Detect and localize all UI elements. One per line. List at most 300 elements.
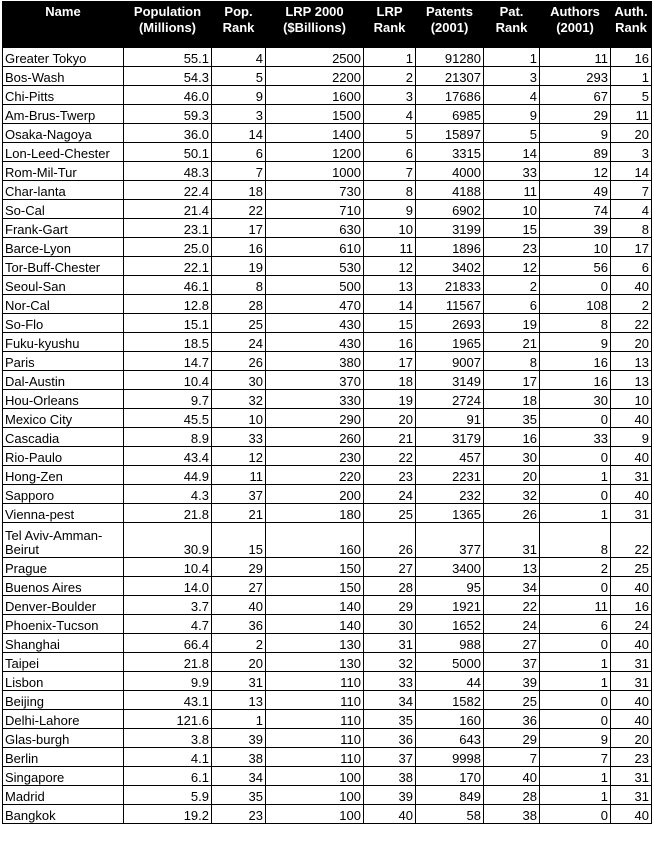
table-cell-authors: 9 xyxy=(540,333,611,352)
table-cell-patents: 2231 xyxy=(416,466,484,485)
table-cell-population: 12.8 xyxy=(124,295,212,314)
column-header-lrp-line: ($Billions) xyxy=(283,20,346,35)
table-cell-auth-rank: 40 xyxy=(611,409,652,428)
table-cell-pop-rank: 37 xyxy=(212,485,266,504)
table-row xyxy=(3,805,652,824)
table-cell-name: Bos-Wash xyxy=(3,67,124,86)
table-cell-auth-rank: 11 xyxy=(611,105,652,124)
table-cell-auth-rank: 40 xyxy=(611,447,652,466)
table-cell-name: Bangkok xyxy=(3,805,124,824)
table-cell-name: Madrid xyxy=(3,786,124,805)
column-header-population-line: (Millions) xyxy=(138,20,197,35)
table-cell-name: Hong-Zen xyxy=(3,466,124,485)
table-row xyxy=(3,314,652,333)
table-cell-patents: 2724 xyxy=(416,390,484,409)
table-cell-pop-rank: 7 xyxy=(212,162,266,181)
table-cell-name: Delhi-Lahore xyxy=(3,710,124,729)
table-cell-authors: 8 xyxy=(540,523,611,558)
table-cell-pop-rank: 19 xyxy=(212,257,266,276)
table-cell-pat-rank: 39 xyxy=(484,672,540,691)
table-cell-authors: 30 xyxy=(540,390,611,409)
table-cell-authors: 0 xyxy=(540,409,611,428)
table-cell-lrp-rank: 9 xyxy=(364,200,416,219)
table-cell-authors: 1 xyxy=(540,466,611,485)
table-cell-lrp: 130 xyxy=(266,653,364,672)
table-cell-lrp-rank: 12 xyxy=(364,257,416,276)
table-cell-lrp: 180 xyxy=(266,504,364,523)
table-cell-patents: 6985 xyxy=(416,105,484,124)
table-cell-lrp: 100 xyxy=(266,786,364,805)
table-cell-pat-rank: 23 xyxy=(484,238,540,257)
table-row xyxy=(3,504,652,523)
table-row xyxy=(3,238,652,257)
table-cell-population: 55.1 xyxy=(124,48,212,67)
table-cell-pop-rank: 1 xyxy=(212,710,266,729)
table-row xyxy=(3,295,652,314)
table-row xyxy=(3,352,652,371)
table-cell-pop-rank: 14 xyxy=(212,124,266,143)
column-header-population xyxy=(124,2,212,48)
column-header-lrp-line: LRP 2000 xyxy=(285,4,344,19)
table-cell-population: 54.3 xyxy=(124,67,212,86)
table-row xyxy=(3,729,652,748)
table-cell-pat-rank: 31 xyxy=(484,523,540,558)
table-cell-authors: 8 xyxy=(540,314,611,333)
table-cell-auth-rank: 6 xyxy=(611,257,652,276)
table-cell-name: Tel Aviv-Amman-Beirut xyxy=(3,523,124,558)
table-cell-authors: 2 xyxy=(540,558,611,577)
table-cell-population: 43.4 xyxy=(124,447,212,466)
table-cell-pat-rank: 27 xyxy=(484,634,540,653)
table-cell-authors: 1 xyxy=(540,767,611,786)
column-header-lrp-rank xyxy=(364,2,416,48)
table-cell-pat-rank: 3 xyxy=(484,67,540,86)
column-header-authors-line: Authors xyxy=(550,4,600,19)
table-cell-lrp: 110 xyxy=(266,729,364,748)
column-header-lrp-rank-line: Rank xyxy=(373,20,406,35)
table-cell-patents: 1365 xyxy=(416,504,484,523)
table-cell-authors: 9 xyxy=(540,729,611,748)
table-cell-population: 21.4 xyxy=(124,200,212,219)
table-cell-lrp: 140 xyxy=(266,596,364,615)
table-cell-pop-rank: 22 xyxy=(212,200,266,219)
table-cell-auth-rank: 25 xyxy=(611,558,652,577)
table-cell-lrp-rank: 36 xyxy=(364,729,416,748)
table-cell-lrp-rank: 6 xyxy=(364,143,416,162)
table-cell-lrp-rank: 18 xyxy=(364,371,416,390)
table-cell-patents: 457 xyxy=(416,447,484,466)
table-cell-auth-rank: 40 xyxy=(611,485,652,504)
table-cell-pop-rank: 25 xyxy=(212,314,266,333)
table-cell-authors: 29 xyxy=(540,105,611,124)
table-cell-lrp-rank: 26 xyxy=(364,523,416,558)
table-cell-population: 50.1 xyxy=(124,143,212,162)
table-cell-authors: 293 xyxy=(540,67,611,86)
table-row xyxy=(3,596,652,615)
table-cell-authors: 108 xyxy=(540,295,611,314)
table-cell-population: 36.0 xyxy=(124,124,212,143)
column-header-pat-rank-line: Rank xyxy=(495,20,528,35)
table-row xyxy=(3,447,652,466)
table-cell-lrp: 110 xyxy=(266,691,364,710)
table-cell-population: 14.0 xyxy=(124,577,212,596)
table-cell-patents: 1965 xyxy=(416,333,484,352)
table-cell-pat-rank: 10 xyxy=(484,200,540,219)
table-cell-pop-rank: 38 xyxy=(212,748,266,767)
table-row xyxy=(3,86,652,105)
table-cell-authors: 67 xyxy=(540,86,611,105)
table-cell-auth-rank: 1 xyxy=(611,67,652,86)
table-cell-name: Seoul-San xyxy=(3,276,124,295)
table-row xyxy=(3,691,652,710)
table-cell-lrp: 370 xyxy=(266,371,364,390)
table-cell-authors: 1 xyxy=(540,504,611,523)
table-cell-pat-rank: 36 xyxy=(484,710,540,729)
table-cell-lrp: 150 xyxy=(266,558,364,577)
column-header-pop-rank xyxy=(212,2,266,48)
table-cell-pop-rank: 16 xyxy=(212,238,266,257)
table-cell-population: 22.1 xyxy=(124,257,212,276)
column-header-pat-rank-line: Pat. xyxy=(499,4,524,19)
table-cell-pat-rank: 12 xyxy=(484,257,540,276)
table-row xyxy=(3,672,652,691)
table-cell-pat-rank: 40 xyxy=(484,767,540,786)
table-cell-population: 46.1 xyxy=(124,276,212,295)
table-cell-pat-rank: 22 xyxy=(484,596,540,615)
table-cell-auth-rank: 24 xyxy=(611,615,652,634)
table-cell-pat-rank: 28 xyxy=(484,786,540,805)
table-cell-lrp: 380 xyxy=(266,352,364,371)
table-cell-lrp: 1400 xyxy=(266,124,364,143)
table-row xyxy=(3,634,652,653)
table-cell-population: 10.4 xyxy=(124,558,212,577)
table-cell-population: 25.0 xyxy=(124,238,212,257)
table-cell-authors: 89 xyxy=(540,143,611,162)
table-cell-lrp-rank: 15 xyxy=(364,314,416,333)
table-cell-lrp-rank: 1 xyxy=(364,48,416,67)
table-cell-pop-rank: 28 xyxy=(212,295,266,314)
table-cell-name: Am-Brus-Twerp xyxy=(3,105,124,124)
table-cell-lrp: 110 xyxy=(266,710,364,729)
table-cell-lrp-rank: 7 xyxy=(364,162,416,181)
table-cell-authors: 0 xyxy=(540,634,611,653)
table-cell-lrp: 330 xyxy=(266,390,364,409)
table-row xyxy=(3,523,652,558)
table-cell-patents: 3149 xyxy=(416,371,484,390)
table-cell-population: 43.1 xyxy=(124,691,212,710)
table-cell-lrp: 1500 xyxy=(266,105,364,124)
table-cell-lrp: 110 xyxy=(266,748,364,767)
table-cell-lrp-rank: 40 xyxy=(364,805,416,824)
table-cell-auth-rank: 22 xyxy=(611,523,652,558)
table-row xyxy=(3,200,652,219)
table-cell-pat-rank: 17 xyxy=(484,371,540,390)
table-cell-population: 45.5 xyxy=(124,409,212,428)
table-cell-authors: 74 xyxy=(540,200,611,219)
table-cell-population: 19.2 xyxy=(124,805,212,824)
table-cell-authors: 7 xyxy=(540,748,611,767)
column-header-population-line: Population xyxy=(133,4,202,19)
table-cell-lrp-rank: 8 xyxy=(364,181,416,200)
table-cell-name: Rom-Mil-Tur xyxy=(3,162,124,181)
table-cell-name: Osaka-Nagoya xyxy=(3,124,124,143)
table-cell-authors: 0 xyxy=(540,447,611,466)
table-cell-lrp-rank: 38 xyxy=(364,767,416,786)
table-cell-name: So-Cal xyxy=(3,200,124,219)
table-cell-pat-rank: 4 xyxy=(484,86,540,105)
table-cell-pop-rank: 21 xyxy=(212,504,266,523)
table-cell-authors: 0 xyxy=(540,485,611,504)
table-cell-name: Rio-Paulo xyxy=(3,447,124,466)
table-cell-lrp: 200 xyxy=(266,485,364,504)
table-cell-patents: 1652 xyxy=(416,615,484,634)
table-cell-name: Mexico City xyxy=(3,409,124,428)
table-cell-population: 66.4 xyxy=(124,634,212,653)
table-cell-auth-rank: 31 xyxy=(611,653,652,672)
table-cell-name: Berlin xyxy=(3,748,124,767)
table-cell-patents: 5000 xyxy=(416,653,484,672)
table-cell-auth-rank: 20 xyxy=(611,124,652,143)
table-cell-population: 3.8 xyxy=(124,729,212,748)
table-cell-lrp: 100 xyxy=(266,767,364,786)
table-cell-lrp: 100 xyxy=(266,805,364,824)
table-cell-patents: 15897 xyxy=(416,124,484,143)
table-cell-name: Frank-Gart xyxy=(3,219,124,238)
table-cell-auth-rank: 9 xyxy=(611,428,652,447)
table-cell-lrp-rank: 34 xyxy=(364,691,416,710)
table-cell-pat-rank: 16 xyxy=(484,428,540,447)
table-cell-lrp-rank: 31 xyxy=(364,634,416,653)
table-cell-lrp: 260 xyxy=(266,428,364,447)
table-cell-lrp-rank: 19 xyxy=(364,390,416,409)
table-cell-lrp: 1600 xyxy=(266,86,364,105)
table-header xyxy=(3,2,652,48)
table-cell-patents: 17686 xyxy=(416,86,484,105)
table-cell-population: 15.1 xyxy=(124,314,212,333)
table-cell-patents: 1582 xyxy=(416,691,484,710)
table-cell-pat-rank: 20 xyxy=(484,466,540,485)
table-row xyxy=(3,577,652,596)
table-cell-authors: 33 xyxy=(540,428,611,447)
table-cell-auth-rank: 31 xyxy=(611,504,652,523)
table-cell-lrp: 1200 xyxy=(266,143,364,162)
column-header-authors xyxy=(540,2,611,48)
table-cell-pat-rank: 34 xyxy=(484,577,540,596)
table-row xyxy=(3,219,652,238)
table-row xyxy=(3,748,652,767)
mega-region-table xyxy=(2,1,652,824)
table-cell-patents: 377 xyxy=(416,523,484,558)
table-cell-lrp: 160 xyxy=(266,523,364,558)
table-cell-pat-rank: 5 xyxy=(484,124,540,143)
table-cell-pat-rank: 24 xyxy=(484,615,540,634)
column-header-pop-rank-line: Rank xyxy=(222,20,255,35)
table-cell-population: 10.4 xyxy=(124,371,212,390)
table-cell-patents: 11567 xyxy=(416,295,484,314)
table-cell-name: Char-lanta xyxy=(3,181,124,200)
table-cell-population: 21.8 xyxy=(124,653,212,672)
table-cell-patents: 1921 xyxy=(416,596,484,615)
table-row xyxy=(3,466,652,485)
table-cell-lrp: 500 xyxy=(266,276,364,295)
table-cell-name: Nor-Cal xyxy=(3,295,124,314)
table-cell-pat-rank: 14 xyxy=(484,143,540,162)
table-cell-name: Buenos Aires xyxy=(3,577,124,596)
table-cell-population: 6.1 xyxy=(124,767,212,786)
table-row xyxy=(3,710,652,729)
table-cell-pat-rank: 9 xyxy=(484,105,540,124)
table-cell-pat-rank: 15 xyxy=(484,219,540,238)
table-cell-auth-rank: 40 xyxy=(611,276,652,295)
table-cell-lrp: 140 xyxy=(266,615,364,634)
table-cell-population: 9.7 xyxy=(124,390,212,409)
table-cell-lrp-rank: 13 xyxy=(364,276,416,295)
table-cell-patents: 91280 xyxy=(416,48,484,67)
table-cell-patents: 3400 xyxy=(416,558,484,577)
table-cell-patents: 643 xyxy=(416,729,484,748)
table-cell-authors: 0 xyxy=(540,691,611,710)
table-cell-lrp: 430 xyxy=(266,314,364,333)
table-cell-authors: 1 xyxy=(540,786,611,805)
table-cell-auth-rank: 23 xyxy=(611,748,652,767)
table-cell-pat-rank: 21 xyxy=(484,333,540,352)
table-cell-lrp: 430 xyxy=(266,333,364,352)
table-cell-auth-rank: 17 xyxy=(611,238,652,257)
table-cell-pat-rank: 2 xyxy=(484,276,540,295)
table-cell-pat-rank: 35 xyxy=(484,409,540,428)
table-cell-pat-rank: 6 xyxy=(484,295,540,314)
table-row xyxy=(3,767,652,786)
table-cell-pop-rank: 10 xyxy=(212,409,266,428)
table-cell-patents: 3315 xyxy=(416,143,484,162)
table-cell-authors: 9 xyxy=(540,124,611,143)
table-cell-pop-rank: 27 xyxy=(212,577,266,596)
table-cell-population: 5.9 xyxy=(124,786,212,805)
table-cell-pop-rank: 34 xyxy=(212,767,266,786)
table-cell-lrp-rank: 25 xyxy=(364,504,416,523)
table-cell-population: 18.5 xyxy=(124,333,212,352)
table-cell-authors: 6 xyxy=(540,615,611,634)
table-cell-patents: 91 xyxy=(416,409,484,428)
column-header-patents-line: Patents xyxy=(426,4,473,19)
table-cell-pat-rank: 38 xyxy=(484,805,540,824)
table-cell-name: Singapore xyxy=(3,767,124,786)
table-row xyxy=(3,428,652,447)
table-cell-patents: 6902 xyxy=(416,200,484,219)
table-cell-auth-rank: 14 xyxy=(611,162,652,181)
table-cell-pop-rank: 17 xyxy=(212,219,266,238)
table-cell-authors: 0 xyxy=(540,805,611,824)
table-cell-authors: 11 xyxy=(540,596,611,615)
column-header-pop-rank-line: Pop. xyxy=(224,4,253,19)
table-cell-name: Beijing xyxy=(3,691,124,710)
table-cell-lrp-rank: 17 xyxy=(364,352,416,371)
table-row xyxy=(3,371,652,390)
table-cell-pop-rank: 11 xyxy=(212,466,266,485)
column-header-name xyxy=(3,2,124,48)
table-cell-name: Denver-Boulder xyxy=(3,596,124,615)
table-cell-pat-rank: 11 xyxy=(484,181,540,200)
table-cell-name: Taipei xyxy=(3,653,124,672)
table-cell-name: Paris xyxy=(3,352,124,371)
table-cell-pat-rank: 7 xyxy=(484,748,540,767)
table-cell-pat-rank: 19 xyxy=(484,314,540,333)
table-cell-patents: 3199 xyxy=(416,219,484,238)
table-cell-lrp: 150 xyxy=(266,577,364,596)
table-row xyxy=(3,390,652,409)
table-cell-pat-rank: 33 xyxy=(484,162,540,181)
table-cell-lrp-rank: 28 xyxy=(364,577,416,596)
table-cell-population: 21.8 xyxy=(124,504,212,523)
table-cell-name: Shanghai xyxy=(3,634,124,653)
table-cell-pop-rank: 35 xyxy=(212,786,266,805)
column-header-patents xyxy=(416,2,484,48)
table-cell-authors: 0 xyxy=(540,710,611,729)
table-row xyxy=(3,485,652,504)
table-cell-auth-rank: 40 xyxy=(611,634,652,653)
table-row xyxy=(3,124,652,143)
table-cell-lrp-rank: 2 xyxy=(364,67,416,86)
table-cell-lrp: 730 xyxy=(266,181,364,200)
table-cell-name: Sapporo xyxy=(3,485,124,504)
column-header-lrp-rank-line: LRP xyxy=(376,4,403,19)
table-cell-lrp-rank: 24 xyxy=(364,485,416,504)
column-header-auth-rank-line: Auth. xyxy=(614,4,648,19)
table-row xyxy=(3,143,652,162)
table-cell-patents: 160 xyxy=(416,710,484,729)
table-cell-lrp-rank: 37 xyxy=(364,748,416,767)
table-row xyxy=(3,276,652,295)
table-cell-pop-rank: 2 xyxy=(212,634,266,653)
table-cell-auth-rank: 31 xyxy=(611,786,652,805)
table-cell-name: Fuku-kyushu xyxy=(3,333,124,352)
table-cell-lrp-rank: 27 xyxy=(364,558,416,577)
table-cell-authors: 10 xyxy=(540,238,611,257)
table-cell-name: Dal-Austin xyxy=(3,371,124,390)
table-cell-lrp: 290 xyxy=(266,409,364,428)
table-cell-pat-rank: 32 xyxy=(484,485,540,504)
table-row xyxy=(3,615,652,634)
table-cell-lrp: 610 xyxy=(266,238,364,257)
table-cell-auth-rank: 4 xyxy=(611,200,652,219)
table-cell-lrp: 470 xyxy=(266,295,364,314)
table-cell-pop-rank: 8 xyxy=(212,276,266,295)
table-cell-authors: 11 xyxy=(540,48,611,67)
table-cell-name: Chi-Pitts xyxy=(3,86,124,105)
table-cell-lrp: 710 xyxy=(266,200,364,219)
table-cell-population: 59.3 xyxy=(124,105,212,124)
table-cell-pop-rank: 24 xyxy=(212,333,266,352)
table-cell-patents: 95 xyxy=(416,577,484,596)
table-row xyxy=(3,48,652,67)
table-cell-pop-rank: 18 xyxy=(212,181,266,200)
table-cell-auth-rank: 13 xyxy=(611,371,652,390)
table-cell-authors: 16 xyxy=(540,352,611,371)
table-cell-pop-rank: 40 xyxy=(212,596,266,615)
table-row xyxy=(3,181,652,200)
table-cell-lrp-rank: 22 xyxy=(364,447,416,466)
table-cell-authors: 1 xyxy=(540,672,611,691)
table-cell-pop-rank: 3 xyxy=(212,105,266,124)
table-cell-name: Greater Tokyo xyxy=(3,48,124,67)
table-cell-population: 121.6 xyxy=(124,710,212,729)
table-cell-authors: 12 xyxy=(540,162,611,181)
table-cell-auth-rank: 13 xyxy=(611,352,652,371)
table-cell-lrp-rank: 4 xyxy=(364,105,416,124)
table-cell-auth-rank: 40 xyxy=(611,805,652,824)
table-cell-pat-rank: 13 xyxy=(484,558,540,577)
table-cell-auth-rank: 16 xyxy=(611,596,652,615)
